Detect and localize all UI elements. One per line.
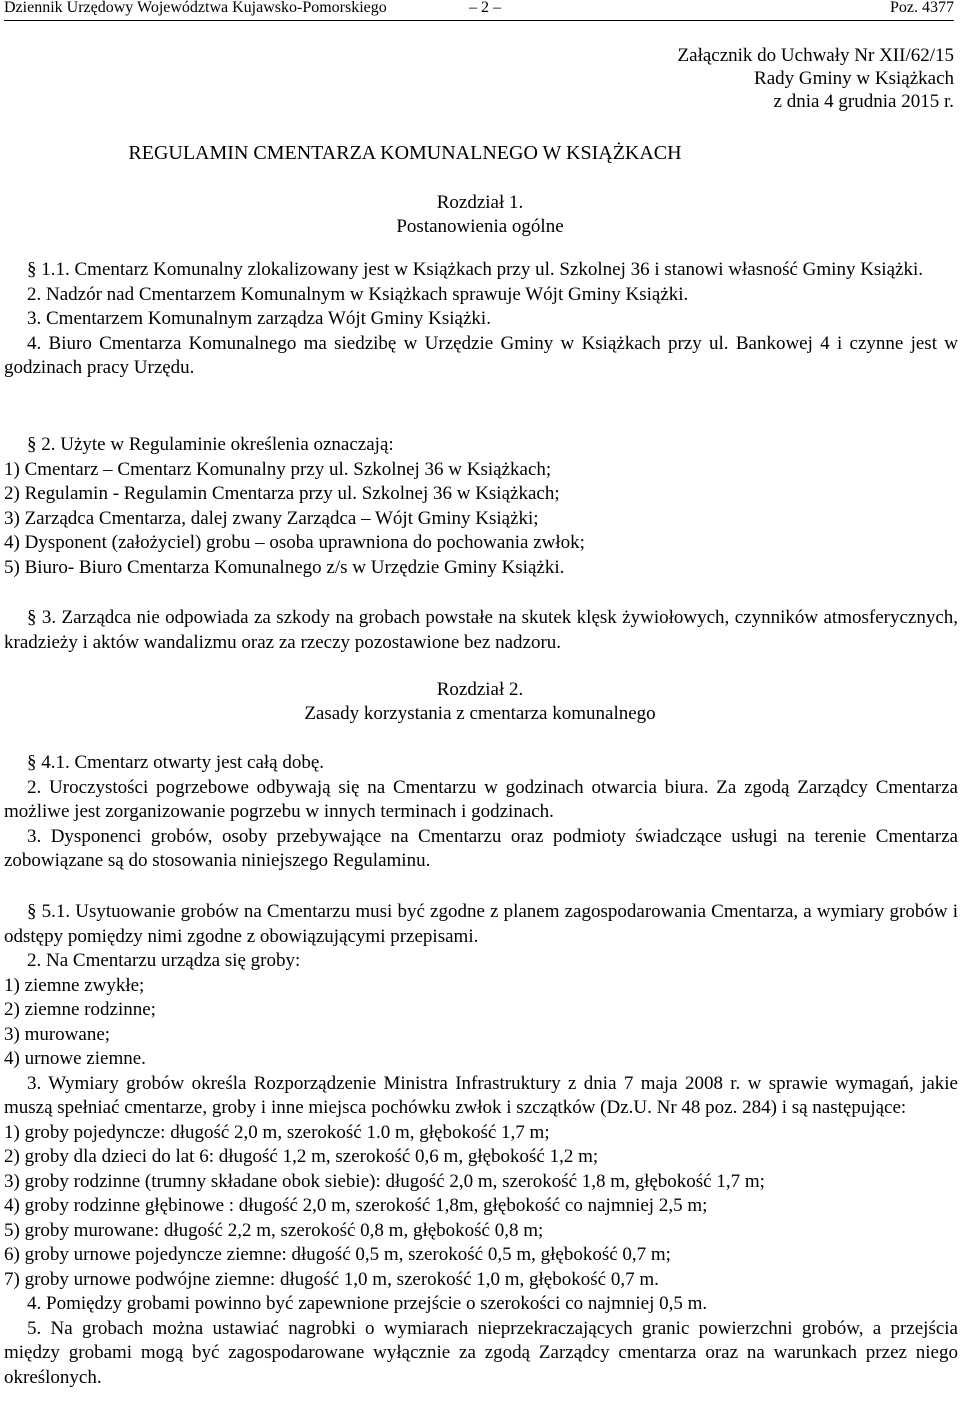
section-4 <box>4 751 958 874</box>
paragraph: § 5.1. Usytuowanie grobów na Cmentarzu musi być zgodne z planem zagospodarowania Cmentarza, a wymiary grobów i odstępy pomiędzy nimi zgodne z obowiązującymi przepisami. <box>4 901 958 947</box>
position-number: Poz. 4377 <box>890 0 954 16</box>
paragraph: 5. Na grobach można ustawiać nagrobki o wymiarach nieprzekraczających granic powierzchni grobów, a przejścia między grobami mogą być zagospodarowane wyłącznie za zgodą Zarządcy cmentarza oraz na warunkach przez niego określonych. <box>4 1317 958 1388</box>
section-1 <box>4 258 958 381</box>
list-item: 4) Dysponent (założyciel) grobu – osoba uprawniona do pochowania zwłok; <box>4 532 585 553</box>
paragraph: § 1.1. Cmentarz Komunalny zlokalizowany jest w Książkach przy ul. Szkolnej 36 i stanowi własność Gminy Książki. <box>27 259 923 280</box>
paragraph: 4. Biuro Cmentarza Komunalnego ma siedzibę w Urzędzie Gminy w Książkach przy ul. Bankowej 4 i czynne jest w godzinach pracy Urzędu. <box>4 332 958 378</box>
paragraph: 2. Uroczystości pogrzebowe odbywają się na Cmentarzu w godzinach otwarcia biura. Za zgodą Zarządcy Cmentarza możliwe jest zorganizowanie pogrzebu w innych terminach i godzinach. <box>4 776 958 822</box>
list-item: 5) groby murowane: długość 2,2 m, szerokość 0,8 m, głębokość 0,8 m; <box>4 1219 544 1241</box>
list-item: 1) ziemne zwykłe; <box>4 974 145 996</box>
list-item: 2) Regulamin - Regulamin Cmentarza przy ul. Szkolnej 36 w Książkach; <box>4 483 560 504</box>
paragraph: 4. Pomiędzy grobami powinno być zapewnione przejście o szerokości co najmniej 0,5 m. <box>27 1293 708 1314</box>
list-item: 6) groby urnowe pojedyncze ziemne: długość 0,5 m, szerokość 0,5 m, głębokość 0,7 m; <box>4 1244 671 1265</box>
paragraph: § 4.1. Cmentarz otwarty jest całą dobę. <box>27 752 325 773</box>
page-number: – 2 – <box>469 0 501 16</box>
attachment-note <box>678 44 954 113</box>
paragraph: 2. Na Cmentarzu urządza się groby: <box>27 950 301 971</box>
list-item: 4) urnowe ziemne. <box>4 1048 146 1069</box>
chapter-number: Rozdział 1. <box>436 192 524 213</box>
paragraph: 2. Nadzór nad Cmentarzem Komunalnym w Książkach sprawuje Wójt Gminy Książki. <box>27 283 689 305</box>
paragraph: § 3. Zarządca nie odpowiada za szkody na grobach powstałe na skutek klęsk żywiołowych, czynników atmosferycznych, kradzieży i aktów wandalizmu oraz za rzeczy pozostawione bez nadzoru. <box>4 607 958 653</box>
list-item: 1) groby pojedyncze: długość 2,0 m, szerokość 1.0 m, głębokość 1,7 m; <box>4 1121 550 1143</box>
list-item: 1) Cmentarz – Cmentarz Komunalny przy ul. Szkolnej 36 w Książkach; <box>4 458 552 480</box>
list-item: 2) groby dla dzieci do lat 6: długość 1,2 m, szerokość 0,6 m, głębokość 1,2 m; <box>4 1146 599 1167</box>
list-item: 7) groby urnowe podwójne ziemne: długość 1,0 m, szerokość 1,0 m, głębokość 0,7 m. <box>4 1268 659 1290</box>
paragraph: 3. Wymiary grobów określa Rozporządzenie Ministra Infrastruktury z dnia 7 maja 2008 r. w sprawie wymagań, jakie muszą spełniać cmentarze, groby i inne miejsca pochówku zwłok i szczątków (Dz.U. Nr 48 poz. 284) i są następujące: <box>4 1072 958 1118</box>
attachment-line: Załącznik do Uchwały Nr XII/62/15 <box>677 45 954 66</box>
document-title: REGULAMIN CMENTARZA KOMUNALNEGO W KSIĄŻKACH <box>128 142 682 164</box>
section-5 <box>4 900 958 1390</box>
attachment-line: z dnia 4 grudnia 2015 r. <box>773 91 954 112</box>
page-header <box>4 0 954 21</box>
attachment-line: Rady Gminy w Książkach <box>754 68 954 89</box>
chapter-2-heading <box>0 678 960 726</box>
chapter-name: Postanowienia ogólne <box>396 216 564 237</box>
list-item: 5) Biuro- Biuro Cmentarza Komunalnego z/s w Urzędzie Gminy Książki. <box>4 556 565 578</box>
paragraph: 3. Cmentarzem Komunalnym zarządza Wójt Gminy Książki. <box>27 308 491 329</box>
chapter-1-heading <box>0 191 960 239</box>
section-3 <box>4 606 958 655</box>
paragraph: § 2. Użyte w Regulaminie określenia oznaczają: <box>27 434 394 455</box>
chapter-name: Zasady korzystania z cmentarza komunalnego <box>304 703 656 724</box>
list-item: 3) groby rodzinne (trumny składane obok siebie): długość 2,0 m, szerokość 1,8 m, głębokość 1,7 m; <box>4 1170 765 1192</box>
list-item: 2) ziemne rodzinne; <box>4 999 156 1020</box>
list-item: 4) groby rodzinne głębinowe : długość 2,0 m, szerokość 1,8m, głębokość co najmniej 2,5 m; <box>4 1195 708 1216</box>
list-item: 3) Zarządca Cmentarza, dalej zwany Zarządca – Wójt Gminy Książki; <box>4 507 539 529</box>
section-2 <box>4 433 958 580</box>
chapter-number: Rozdział 2. <box>436 679 524 700</box>
list-item: 3) murowane; <box>4 1023 111 1045</box>
paragraph: 3. Dysponenci grobów, osoby przebywające na Cmentarzu oraz podmioty świadczące usługi na terenie Cmentarza zobowiązane są do stosowania niniejszego Regulaminu. <box>4 825 958 871</box>
journal-name: Dziennik Urzędowy Województwa Kujawsko-Pomorskiego <box>4 0 387 16</box>
